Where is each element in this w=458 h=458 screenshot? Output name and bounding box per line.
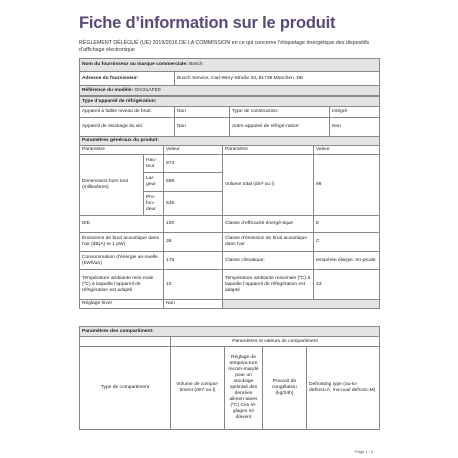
page-number: Page 1 / 2: [355, 449, 374, 454]
climate-label: Classe climatique:: [223, 252, 314, 270]
low-noise-label: Appareil à faible niveau de bruit:: [80, 107, 175, 118]
wine-label: Appareil de stockage du vin:: [80, 118, 175, 137]
wine-value: Non: [175, 118, 230, 137]
width-label: Lar-geur: [144, 173, 164, 192]
col-value2-header: Valeur: [314, 146, 380, 155]
iee-label: IEE: [80, 216, 164, 233]
col-value-header: Valeur: [164, 146, 223, 155]
supplier-name-label: Nom du fournisseur ou marque commerciale:: [82, 62, 188, 67]
noise-label: Émissions de bruit acoustique dans l’air (dB(A) re 1 pW): [80, 233, 164, 252]
energy-class-value: E: [314, 216, 380, 233]
supplier-name-row: [80, 59, 380, 72]
winter-value: Non: [164, 300, 223, 309]
compartment-header: Paramètres des compartiment:: [80, 327, 380, 337]
page-title: Fiche d’information sur le produit: [79, 14, 336, 32]
general-header: Paramètres généraux du produit:: [80, 137, 380, 146]
max-temp-value: 43: [314, 270, 380, 300]
max-temp-label: Température ambiante maximale (ºC) à laquelle l’appareil de réfrigération est adapté: [223, 270, 314, 300]
compartment-freeze-label: Pouvoir de congélation (kg/24h): [263, 347, 307, 430]
volume-value: 96: [314, 155, 380, 216]
height-label: Hau-teur: [144, 155, 164, 173]
height-value: 874: [164, 155, 223, 173]
compartment-temp-label: Réglage de tempéra-ture recom-mandé pour un stockage optimisé des denrées alimen-taires (ºC) Ces ré-glages ne doivent: [225, 347, 263, 430]
col-param2-header: Paramètre: [223, 146, 314, 155]
iee-value: 100: [164, 216, 223, 233]
winter-blank: [223, 300, 380, 309]
appliance-type-table: [79, 96, 380, 137]
supplier-address-label: Adresse du fournisseur:: [80, 72, 175, 86]
noise-value: 36: [164, 233, 223, 252]
construction-label: Type de construction:: [230, 107, 330, 118]
compartment-defrost-label: Defrosting type (au-to-defrost=A, ma-nual defrost=M): [307, 347, 380, 430]
model-row: [80, 86, 380, 96]
noise-class-label: Classe d’émission de bruit acoustique dans l’air: [223, 233, 314, 252]
compartment-blank: [80, 337, 171, 347]
low-noise-value: Non: [175, 107, 230, 118]
compartment-volume-label: Volume de compar-timent (dm³ ou l): [171, 347, 225, 430]
width-value: 558: [164, 173, 223, 192]
min-temp-value: 10: [164, 270, 223, 300]
depth-label: Pro-fon-deur: [144, 192, 164, 216]
general-params-table: [79, 136, 380, 309]
dimensions-label: Dimensions hors tout (millimètres): [80, 155, 144, 216]
climate-value: tempérée élargie, tro-picale: [314, 252, 380, 270]
compartment-values-header: Paramètres et valeurs de compartiment: [171, 337, 380, 347]
model-value: GIV21AFE0: [134, 87, 161, 93]
other-value: Non: [330, 118, 380, 137]
energy-class-label: Classe d’efficacité énergé-tique: [223, 216, 314, 233]
winter-label: Réglage hiver: [80, 300, 164, 309]
min-temp-label: Température ambiante mini-male (ºC) à laquelle l’appareil de réfrigération est adapté: [80, 270, 164, 300]
noise-class-value: C: [314, 233, 380, 252]
supplier-table: [79, 58, 380, 96]
model-label: Référence du modèle:: [82, 87, 134, 93]
appliance-type-header: Type d’appareil de réfrigération:: [80, 97, 380, 107]
supplier-address-value: Bosch Service, Carl-Wery-Straße 34, 81739 München, DE: [175, 72, 380, 86]
compartment-table: [79, 326, 380, 430]
consumption-value: 176: [164, 252, 223, 270]
compartment-type-label: Type de compartiment: [80, 347, 171, 430]
depth-value: 545: [164, 192, 223, 216]
consumption-label: Consommation d’énergie an-nuelle (kWh/an): [80, 252, 164, 270]
construction-value: Intégré: [330, 107, 380, 118]
other-label: Autre appareil de réfrigé-ration:: [230, 118, 330, 137]
supplier-name-value: Bosch: [189, 62, 203, 67]
volume-label: Volume total (dm³ ou l): [223, 155, 314, 216]
col-param-header: Paramètre: [80, 146, 164, 155]
regulation-text: RÈGLEMENT DÉLÉGUÉ (UE) 2019/2016 DE LA COMMISSION en ce qui concerne l’étiquetage énergétique des dispositifs d’affichage électronique: [79, 40, 370, 53]
